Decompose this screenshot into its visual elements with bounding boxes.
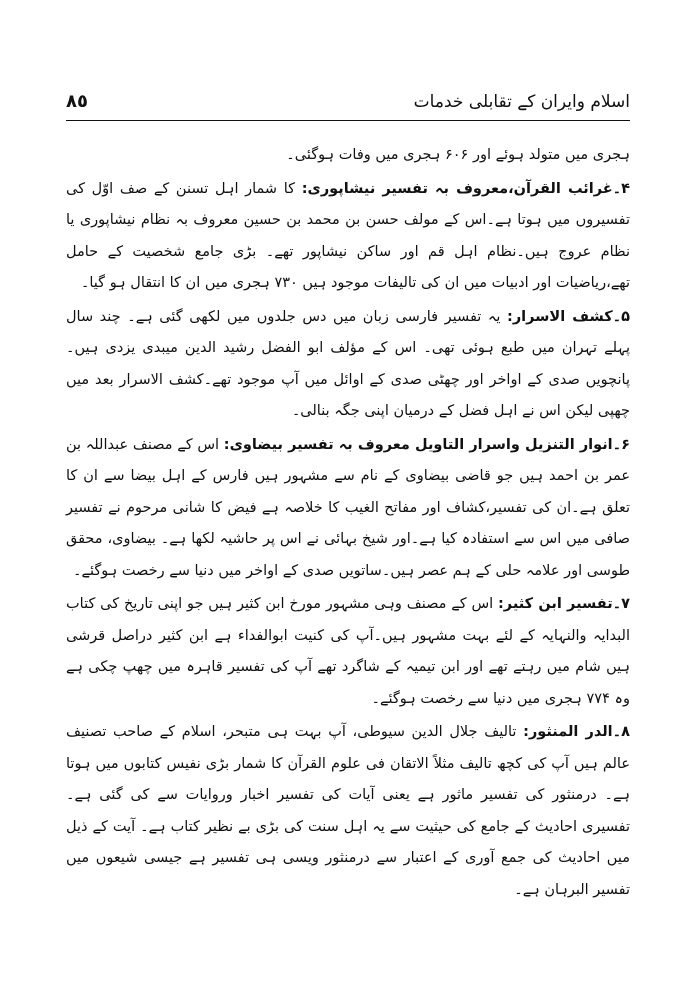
paragraph-4 [66,430,630,588]
paragraph-heading: ۶۔انوار التنزیل واسرار التاویل معروف بہ تفسیر بیضاوی: [223,436,631,453]
header-rule [66,120,630,121]
page-number: ٨٥ [66,91,88,112]
paragraph-text: ہجری میں متولد ہوئے اور ۶۰۶ ہجری میں وفات ہوگئی۔ [286,147,630,163]
paragraph-1 [66,140,630,172]
page-body [66,140,630,908]
running-title: اسلام وایران کے تقابلی خدمات [413,92,630,112]
paragraph-heading: ۸۔الدر المنثور: [523,724,630,740]
paragraph-text: اس کے مصنف عبداللہ بن عمر بن احمد ہیں جو قاضی بیضاوی کے نام سے مشہور ہیں فارس کے اہل بیضا سے ان کا تعلق ہے۔ان کی تفسیر،کشاف اور مفاتح الغیب کا خلاصہ ہے فیض کا شانی مرحوم نے تفسیر صافی میں اس سے استفادہ کیا ہے۔اور شیخ بہائی نے اس پر حاشیہ لکھا ہے۔ بیضاوی، محقق طوسی اور علامہ حلی کے ہم عصر ہیں۔ساتویں صدی کے اواخر میں دنیا سے رخصت ہوگئے۔ [66,436,630,579]
paragraph-heading: ۵۔کشف الاسرار: [507,308,631,325]
paragraph-6 [66,717,630,906]
paragraph-text: یہ تفسیر فارسی زبان میں دس جلدوں میں لکھی گئی ہے۔ چند سال پہلے تہران میں طبع ہوئی تھی۔ اس کے مؤلف ابو الفضل رشید الدین میبدی یزدی ہیں۔ پانچویں صدی کے اواخر اور چھٹی صدی کے اوائل میں آپ موجود تھے۔کشف الاسرار بعد میں چھپی لیکن اس نے اہل فضل کے درمیان اپنی جگہ بنالی۔ [66,308,630,419]
paragraph-2 [66,174,630,300]
paragraph-heading: ۷۔تفسیر ابن کثیر: [498,596,630,612]
page-header [66,88,630,122]
paragraph-3 [66,302,630,428]
paragraph-text: کا شمار اہل تسنن کے صف اوّل کی تفسیروں میں ہوتا ہے۔اس کے مولف حسن بن محمد بن حسین معروف بہ نظام نیشاپوری یا نظام عروج ہیں۔نظام اہل قم اور ساکن نیشاپور تھے۔ بڑی جامع شخصیت کے حامل تھے،ریاضیات اور ادبیات میں ان کی تالیفات موجود ہیں ۷۳۰ ہجری میں ان کا انتقال ہو گیا۔ [66,180,630,291]
paragraph-5 [66,589,630,715]
paragraph-text: اس کے مصنف وہی مشہور مورخ ابن کثیر ہیں جو اپنی تاریخ کی کتاب البدایہ والنہایہ کے لئے بہت مشہور ہیں۔آپ کی کنیت ابوالفداء ہے ابن کثیر دراصل قرشی ہیں شام میں رہتے تھے اور ابن تیمیہ کے شاگرد تھے آپ کی تفسیر قاہرہ میں چھپ چکی ہے وہ ۷۷۴ ہجری میں دنیا سے رخصت ہوگئے۔ [66,596,630,707]
paragraph-text: تالیف جلال الدین سیوطی، آپ بہت ہی متبحر، اسلام کے صاحب تصنیف عالم ہیں آپ کی کچھ تالیف مثلاً الاتقان فی علوم القرآن کا شمار بڑی نفیس کتابوں میں ہوتا ہے۔ درمنثور کی تفسیر ماثور ہے یعنی آیات کی تفسیر اخبار وروایات سے کی گئی ہے۔تفسیری احادیث کے جامع کی حیثیت سے یہ اہل سنت کی بڑی بے نظیر کتاب ہے۔ آیت کے ذیل میں احادیث کی جمع آوری کے اعتبار سے درمنثور ویسی ہی تفسیر ہے جیسی شیعوں میں تفسیر البرہان ہے۔ [66,724,630,898]
paragraph-heading: ۴۔غرائب القرآن،معروف بہ تفسیر نیشاپوری: [301,180,630,197]
